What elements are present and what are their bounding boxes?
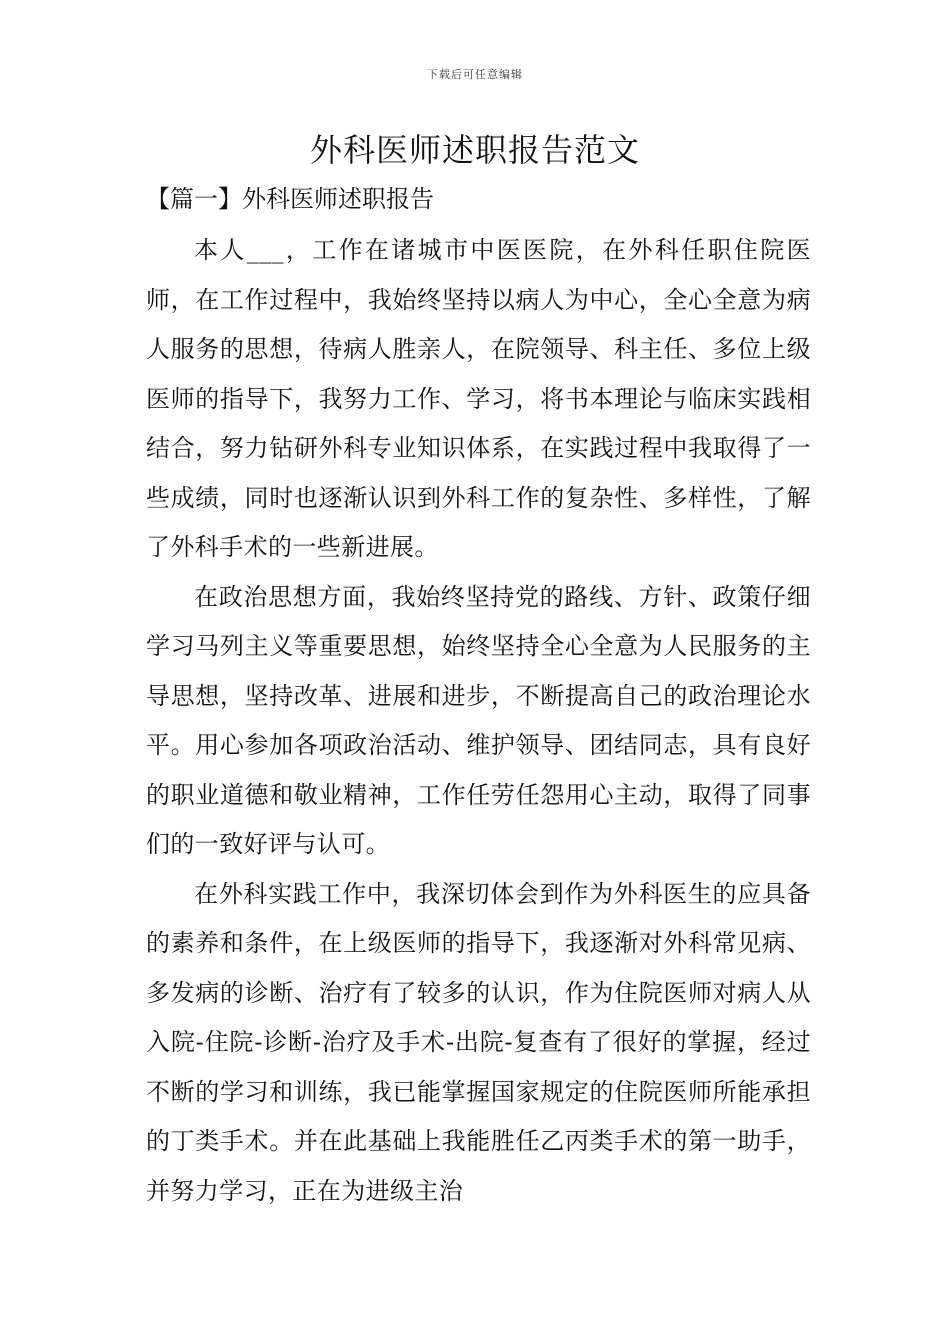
section-heading: 【篇一】外科医师述职报告 xyxy=(146,185,434,213)
header-note: 下载后可任意编辑 xyxy=(427,68,523,81)
body-text xyxy=(146,226,811,1216)
paragraph: 在外科实践工作中，我深切体会到作为外科医生的应具备的素养和条件，在上级医师的指导下，我逐渐对外科常见病、多发病的诊断、治疗有了较多的认识，作为住院医师对病人从入院-住院-诊断-治疗及手术-出院-复查有了很好的掌握，经过不断的学习和训练，我已能掌握国家规定的住院医师所能承担的丁类手术。并在此基础上我能胜任乙丙类手术的第一助手，并努力学习，正在为进级主治 xyxy=(146,879,811,1205)
paragraph: 本人___，工作在诸城市中医医院，在外科任职住院医师，在工作过程中，我始终坚持以病人为中心，全心全意为病人服务的思想，待病人胜亲人，在院领导、科主任、多位上级医师的指导下，我努力工作、学习，将书本理论与临床实践相结合，努力钻研外科专业知识体系，在实践过程中我取得了一些成绩，同时也逐渐认识到外科工作的复杂性、多样性，了解了外科手术的一些新进展。 xyxy=(146,236,811,561)
paragraph: 在政治思想方面，我始终坚持党的路线、方针、政策仔细学习马列主义等重要思想，始终坚持全心全意为人民服务的主导思想，坚持改革、进展和进步，不断提高自己的政治理论水平。用心参加各项政治活动、维护领导、团结同志，具有良好的职业道德和敬业精神，工作任劳任怨用心主动，取得了同事们的一致好评与认可。 xyxy=(146,582,811,858)
document-title: 外科医师述职报告范文 xyxy=(309,131,640,169)
